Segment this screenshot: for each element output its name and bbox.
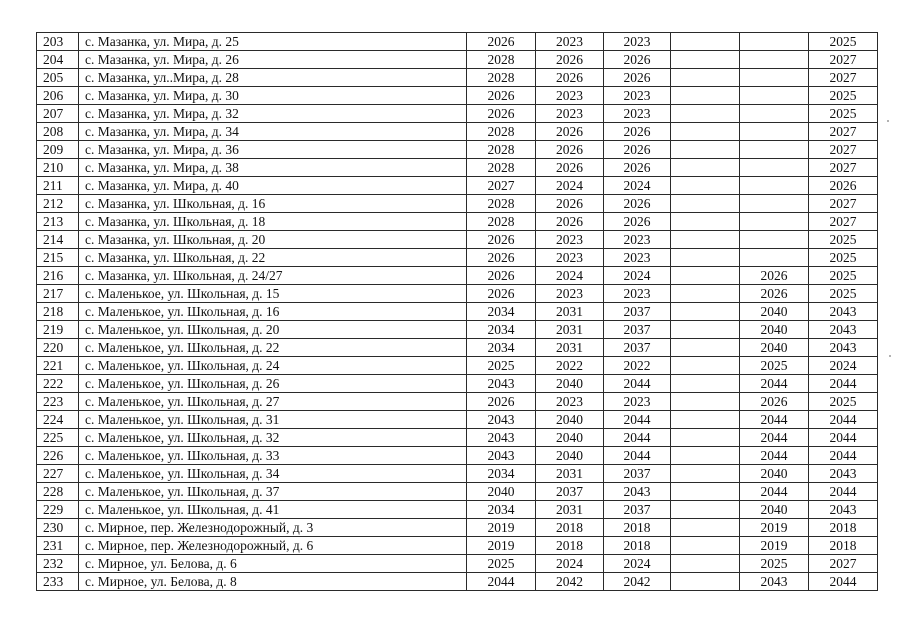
year-cell-col1: 2043 xyxy=(467,447,536,465)
year-cell-col4 xyxy=(671,537,740,555)
table-row xyxy=(37,321,878,339)
row-number-cell: 214 xyxy=(37,231,79,249)
year-cell-col6: 2025 xyxy=(809,285,878,303)
year-cell-col2: 2023 xyxy=(536,105,604,123)
row-number-cell: 219 xyxy=(37,321,79,339)
address-cell: с. Маленькое, ул. Школьная, д. 22 xyxy=(79,339,467,357)
year-cell-col1: 2034 xyxy=(467,501,536,519)
row-number-cell: 216 xyxy=(37,267,79,285)
year-cell-col4 xyxy=(671,321,740,339)
row-number-cell: 218 xyxy=(37,303,79,321)
year-cell-col6: 2025 xyxy=(809,87,878,105)
table-row xyxy=(37,519,878,537)
year-cell-col4 xyxy=(671,123,740,141)
year-cell-col2: 2026 xyxy=(536,123,604,141)
year-cell-col5: 2025 xyxy=(740,555,809,573)
year-cell-col2: 2024 xyxy=(536,555,604,573)
table-row xyxy=(37,447,878,465)
address-cell: с. Маленькое, ул. Школьная, д. 41 xyxy=(79,501,467,519)
year-cell-col1: 2028 xyxy=(467,51,536,69)
address-cell: с. Мирное, ул. Белова, д. 8 xyxy=(79,573,467,591)
row-number-cell: 220 xyxy=(37,339,79,357)
year-cell-col5 xyxy=(740,177,809,195)
year-cell-col2: 2023 xyxy=(536,33,604,51)
address-cell: с. Мазанка, ул..Мира, д. 28 xyxy=(79,69,467,87)
address-cell: с. Мазанка, ул. Школьная, д. 24/27 xyxy=(79,267,467,285)
table-row xyxy=(37,483,878,501)
year-cell-col3: 2026 xyxy=(604,141,671,159)
year-cell-col1: 2026 xyxy=(467,249,536,267)
year-cell-col3: 2023 xyxy=(604,285,671,303)
scan-speck xyxy=(889,355,891,357)
year-cell-col3: 2023 xyxy=(604,33,671,51)
address-cell: с. Мазанка, ул. Мира, д. 34 xyxy=(79,123,467,141)
year-cell-col1: 2026 xyxy=(467,87,536,105)
table-row xyxy=(37,87,878,105)
year-cell-col1: 2026 xyxy=(467,393,536,411)
year-cell-col4 xyxy=(671,159,740,177)
year-cell-col5 xyxy=(740,213,809,231)
year-cell-col2: 2023 xyxy=(536,87,604,105)
year-cell-col4 xyxy=(671,285,740,303)
year-cell-col6: 2044 xyxy=(809,429,878,447)
table-row xyxy=(37,231,878,249)
row-number-cell: 205 xyxy=(37,69,79,87)
year-cell-col4 xyxy=(671,429,740,447)
year-cell-col4 xyxy=(671,195,740,213)
year-cell-col5: 2044 xyxy=(740,375,809,393)
year-cell-col4 xyxy=(671,375,740,393)
address-cell: с. Мазанка, ул. Школьная, д. 18 xyxy=(79,213,467,231)
address-cell: с. Маленькое, ул. Школьная, д. 15 xyxy=(79,285,467,303)
address-cell: с. Мазанка, ул. Мира, д. 36 xyxy=(79,141,467,159)
year-cell-col3: 2026 xyxy=(604,123,671,141)
year-cell-col4 xyxy=(671,465,740,483)
year-cell-col3: 2043 xyxy=(604,483,671,501)
address-cell: с. Мазанка, ул. Школьная, д. 22 xyxy=(79,249,467,267)
table-row xyxy=(37,123,878,141)
year-cell-col2: 2026 xyxy=(536,141,604,159)
address-cell: с. Маленькое, ул. Школьная, д. 20 xyxy=(79,321,467,339)
year-cell-col1: 2044 xyxy=(467,573,536,591)
table-row xyxy=(37,51,878,69)
row-number-cell: 222 xyxy=(37,375,79,393)
year-cell-col6: 2044 xyxy=(809,375,878,393)
year-cell-col5: 2019 xyxy=(740,537,809,555)
year-cell-col6: 2025 xyxy=(809,249,878,267)
year-cell-col6: 2026 xyxy=(809,177,878,195)
year-cell-col5: 2040 xyxy=(740,321,809,339)
year-cell-col6: 2044 xyxy=(809,483,878,501)
address-cell: с. Мазанка, ул. Мира, д. 32 xyxy=(79,105,467,123)
table-row xyxy=(37,195,878,213)
year-cell-col5: 2040 xyxy=(740,303,809,321)
year-cell-col4 xyxy=(671,249,740,267)
year-cell-col1: 2043 xyxy=(467,375,536,393)
year-cell-col5 xyxy=(740,87,809,105)
year-cell-col4 xyxy=(671,177,740,195)
row-number-cell: 208 xyxy=(37,123,79,141)
address-cell: с. Мазанка, ул. Школьная, д. 20 xyxy=(79,231,467,249)
year-cell-col2: 2042 xyxy=(536,573,604,591)
row-number-cell: 226 xyxy=(37,447,79,465)
table-row xyxy=(37,375,878,393)
address-cell: с. Мазанка, ул. Школьная, д. 16 xyxy=(79,195,467,213)
row-number-cell: 224 xyxy=(37,411,79,429)
year-cell-col4 xyxy=(671,141,740,159)
year-cell-col3: 2026 xyxy=(604,69,671,87)
row-number-cell: 212 xyxy=(37,195,79,213)
year-cell-col6: 2044 xyxy=(809,573,878,591)
year-cell-col1: 2026 xyxy=(467,285,536,303)
year-cell-col6: 2018 xyxy=(809,537,878,555)
table-row xyxy=(37,501,878,519)
year-cell-col6: 2043 xyxy=(809,465,878,483)
year-cell-col1: 2034 xyxy=(467,321,536,339)
year-cell-col5: 2026 xyxy=(740,285,809,303)
year-cell-col2: 2024 xyxy=(536,177,604,195)
row-number-cell: 211 xyxy=(37,177,79,195)
year-cell-col6: 2043 xyxy=(809,303,878,321)
row-number-cell: 221 xyxy=(37,357,79,375)
year-cell-col5: 2019 xyxy=(740,519,809,537)
table-row xyxy=(37,573,878,591)
row-number-cell: 231 xyxy=(37,537,79,555)
address-cell: с. Маленькое, ул. Школьная, д. 16 xyxy=(79,303,467,321)
year-cell-col5 xyxy=(740,123,809,141)
year-cell-col1: 2043 xyxy=(467,429,536,447)
table-body xyxy=(37,33,878,591)
year-cell-col5: 2044 xyxy=(740,483,809,501)
year-cell-col6: 2027 xyxy=(809,213,878,231)
row-number-cell: 213 xyxy=(37,213,79,231)
year-cell-col5 xyxy=(740,195,809,213)
year-cell-col5: 2044 xyxy=(740,447,809,465)
year-cell-col3: 2037 xyxy=(604,303,671,321)
year-cell-col3: 2037 xyxy=(604,321,671,339)
table-row xyxy=(37,105,878,123)
table-row xyxy=(37,429,878,447)
year-cell-col6: 2027 xyxy=(809,159,878,177)
year-cell-col1: 2019 xyxy=(467,519,536,537)
year-cell-col4 xyxy=(671,357,740,375)
year-cell-col4 xyxy=(671,87,740,105)
row-number-cell: 229 xyxy=(37,501,79,519)
table-row xyxy=(37,159,878,177)
row-number-cell: 233 xyxy=(37,573,79,591)
address-cell: с. Мазанка, ул. Мира, д. 38 xyxy=(79,159,467,177)
year-cell-col2: 2018 xyxy=(536,537,604,555)
year-cell-col3: 2024 xyxy=(604,267,671,285)
year-cell-col1: 2040 xyxy=(467,483,536,501)
year-cell-col1: 2026 xyxy=(467,231,536,249)
year-cell-col3: 2022 xyxy=(604,357,671,375)
row-number-cell: 225 xyxy=(37,429,79,447)
year-cell-col3: 2024 xyxy=(604,177,671,195)
address-cell: с. Маленькое, ул. Школьная, д. 27 xyxy=(79,393,467,411)
year-cell-col5 xyxy=(740,51,809,69)
year-cell-col4 xyxy=(671,33,740,51)
year-cell-col3: 2023 xyxy=(604,231,671,249)
address-cell: с. Маленькое, ул. Школьная, д. 32 xyxy=(79,429,467,447)
address-cell: с. Маленькое, ул. Школьная, д. 33 xyxy=(79,447,467,465)
year-cell-col4 xyxy=(671,69,740,87)
year-cell-col6: 2025 xyxy=(809,267,878,285)
row-number-cell: 232 xyxy=(37,555,79,573)
year-cell-col6: 2027 xyxy=(809,141,878,159)
year-cell-col3: 2023 xyxy=(604,87,671,105)
year-cell-col6: 2025 xyxy=(809,231,878,249)
year-cell-col3: 2026 xyxy=(604,159,671,177)
row-number-cell: 209 xyxy=(37,141,79,159)
row-number-cell: 206 xyxy=(37,87,79,105)
table-row xyxy=(37,465,878,483)
row-number-cell: 210 xyxy=(37,159,79,177)
year-cell-col4 xyxy=(671,447,740,465)
year-cell-col5: 2043 xyxy=(740,573,809,591)
year-cell-col3: 2023 xyxy=(604,105,671,123)
table-row xyxy=(37,393,878,411)
year-cell-col6: 2018 xyxy=(809,519,878,537)
address-cell: с. Маленькое, ул. Школьная, д. 31 xyxy=(79,411,467,429)
address-cell: с. Маленькое, ул. Школьная, д. 37 xyxy=(79,483,467,501)
year-cell-col2: 2026 xyxy=(536,51,604,69)
year-cell-col2: 2031 xyxy=(536,465,604,483)
year-cell-col1: 2026 xyxy=(467,105,536,123)
year-cell-col4 xyxy=(671,573,740,591)
year-cell-col2: 2040 xyxy=(536,375,604,393)
year-cell-col1: 2026 xyxy=(467,33,536,51)
year-cell-col1: 2019 xyxy=(467,537,536,555)
address-cell: с. Мазанка, ул. Мира, д. 30 xyxy=(79,87,467,105)
year-cell-col5: 2026 xyxy=(740,393,809,411)
year-cell-col6: 2043 xyxy=(809,339,878,357)
year-cell-col6: 2025 xyxy=(809,105,878,123)
year-cell-col5: 2044 xyxy=(740,429,809,447)
row-number-cell: 204 xyxy=(37,51,79,69)
year-cell-col3: 2018 xyxy=(604,537,671,555)
year-cell-col2: 2026 xyxy=(536,69,604,87)
year-cell-col6: 2027 xyxy=(809,195,878,213)
year-cell-col5 xyxy=(740,141,809,159)
year-cell-col5: 2040 xyxy=(740,501,809,519)
year-cell-col2: 2040 xyxy=(536,411,604,429)
year-cell-col2: 2023 xyxy=(536,393,604,411)
table-row xyxy=(37,267,878,285)
year-cell-col2: 2040 xyxy=(536,447,604,465)
year-cell-col2: 2026 xyxy=(536,195,604,213)
year-cell-col3: 2037 xyxy=(604,465,671,483)
row-number-cell: 227 xyxy=(37,465,79,483)
year-cell-col1: 2028 xyxy=(467,69,536,87)
row-number-cell: 230 xyxy=(37,519,79,537)
table-row xyxy=(37,285,878,303)
year-cell-col4 xyxy=(671,105,740,123)
table-row xyxy=(37,213,878,231)
year-cell-col5: 2040 xyxy=(740,465,809,483)
year-cell-col4 xyxy=(671,231,740,249)
year-cell-col3: 2026 xyxy=(604,213,671,231)
address-cell: с. Мирное, пер. Железнодорожный, д. 3 xyxy=(79,519,467,537)
year-cell-col6: 2025 xyxy=(809,33,878,51)
year-cell-col5 xyxy=(740,249,809,267)
address-cell: с. Мазанка, ул. Мира, д. 26 xyxy=(79,51,467,69)
year-cell-col2: 2022 xyxy=(536,357,604,375)
year-cell-col2: 2031 xyxy=(536,321,604,339)
year-cell-col1: 2028 xyxy=(467,213,536,231)
year-cell-col5 xyxy=(740,33,809,51)
table-row xyxy=(37,33,878,51)
year-cell-col5: 2026 xyxy=(740,267,809,285)
year-cell-col3: 2044 xyxy=(604,375,671,393)
address-cell: с. Маленькое, ул. Школьная, д. 34 xyxy=(79,465,467,483)
row-number-cell: 207 xyxy=(37,105,79,123)
year-cell-col1: 2025 xyxy=(467,357,536,375)
year-cell-col1: 2043 xyxy=(467,411,536,429)
row-number-cell: 203 xyxy=(37,33,79,51)
year-cell-col1: 2026 xyxy=(467,267,536,285)
year-cell-col1: 2028 xyxy=(467,141,536,159)
table-row xyxy=(37,249,878,267)
year-cell-col5 xyxy=(740,159,809,177)
year-cell-col4 xyxy=(671,267,740,285)
year-cell-col4 xyxy=(671,303,740,321)
table-row xyxy=(37,537,878,555)
year-cell-col1: 2025 xyxy=(467,555,536,573)
year-cell-col6: 2043 xyxy=(809,501,878,519)
year-cell-col3: 2037 xyxy=(604,501,671,519)
year-cell-col2: 2023 xyxy=(536,249,604,267)
address-cell: с. Мирное, пер. Железнодорожный, д. 6 xyxy=(79,537,467,555)
year-cell-col6: 2024 xyxy=(809,357,878,375)
table-row xyxy=(37,411,878,429)
year-cell-col6: 2044 xyxy=(809,447,878,465)
year-cell-col6: 2027 xyxy=(809,123,878,141)
year-cell-col5: 2040 xyxy=(740,339,809,357)
year-cell-col4 xyxy=(671,483,740,501)
year-cell-col4 xyxy=(671,411,740,429)
year-cell-col5 xyxy=(740,105,809,123)
year-cell-col4 xyxy=(671,519,740,537)
year-cell-col1: 2028 xyxy=(467,195,536,213)
year-cell-col3: 2042 xyxy=(604,573,671,591)
year-cell-col1: 2034 xyxy=(467,303,536,321)
row-number-cell: 228 xyxy=(37,483,79,501)
year-cell-col6: 2025 xyxy=(809,393,878,411)
scan-speck xyxy=(887,120,889,122)
year-cell-col3: 2024 xyxy=(604,555,671,573)
table-row xyxy=(37,555,878,573)
year-cell-col3: 2044 xyxy=(604,447,671,465)
year-cell-col3: 2026 xyxy=(604,195,671,213)
year-cell-col4 xyxy=(671,501,740,519)
year-cell-col5: 2044 xyxy=(740,411,809,429)
table-row xyxy=(37,303,878,321)
address-cell: с. Мазанка, ул. Мира, д. 25 xyxy=(79,33,467,51)
year-cell-col2: 2031 xyxy=(536,339,604,357)
year-cell-col1: 2034 xyxy=(467,465,536,483)
year-cell-col5 xyxy=(740,69,809,87)
year-cell-col2: 2031 xyxy=(536,501,604,519)
table-row xyxy=(37,69,878,87)
year-cell-col4 xyxy=(671,555,740,573)
row-number-cell: 215 xyxy=(37,249,79,267)
year-cell-col1: 2028 xyxy=(467,159,536,177)
year-cell-col1: 2028 xyxy=(467,123,536,141)
table-row xyxy=(37,357,878,375)
address-cell: с. Мазанка, ул. Мира, д. 40 xyxy=(79,177,467,195)
year-cell-col6: 2027 xyxy=(809,51,878,69)
address-cell: с. Маленькое, ул. Школьная, д. 24 xyxy=(79,357,467,375)
year-cell-col6: 2043 xyxy=(809,321,878,339)
year-cell-col3: 2023 xyxy=(604,249,671,267)
schedule-table xyxy=(36,32,878,591)
year-cell-col6: 2027 xyxy=(809,555,878,573)
table-row xyxy=(37,177,878,195)
year-cell-col6: 2044 xyxy=(809,411,878,429)
year-cell-col6: 2027 xyxy=(809,69,878,87)
year-cell-col1: 2034 xyxy=(467,339,536,357)
table-row xyxy=(37,339,878,357)
year-cell-col2: 2018 xyxy=(536,519,604,537)
year-cell-col4 xyxy=(671,213,740,231)
year-cell-col4 xyxy=(671,339,740,357)
year-cell-col3: 2044 xyxy=(604,429,671,447)
year-cell-col2: 2023 xyxy=(536,231,604,249)
row-number-cell: 217 xyxy=(37,285,79,303)
address-cell: с. Мирное, ул. Белова, д. 6 xyxy=(79,555,467,573)
year-cell-col3: 2037 xyxy=(604,339,671,357)
year-cell-col3: 2018 xyxy=(604,519,671,537)
year-cell-col3: 2023 xyxy=(604,393,671,411)
year-cell-col2: 2031 xyxy=(536,303,604,321)
year-cell-col1: 2027 xyxy=(467,177,536,195)
address-cell: с. Маленькое, ул. Школьная, д. 26 xyxy=(79,375,467,393)
year-cell-col4 xyxy=(671,393,740,411)
row-number-cell: 223 xyxy=(37,393,79,411)
table-row xyxy=(37,141,878,159)
year-cell-col5 xyxy=(740,231,809,249)
year-cell-col2: 2037 xyxy=(536,483,604,501)
year-cell-col3: 2044 xyxy=(604,411,671,429)
year-cell-col2: 2026 xyxy=(536,159,604,177)
year-cell-col5: 2025 xyxy=(740,357,809,375)
year-cell-col4 xyxy=(671,51,740,69)
year-cell-col2: 2040 xyxy=(536,429,604,447)
year-cell-col2: 2026 xyxy=(536,213,604,231)
year-cell-col2: 2024 xyxy=(536,267,604,285)
year-cell-col2: 2023 xyxy=(536,285,604,303)
year-cell-col3: 2026 xyxy=(604,51,671,69)
